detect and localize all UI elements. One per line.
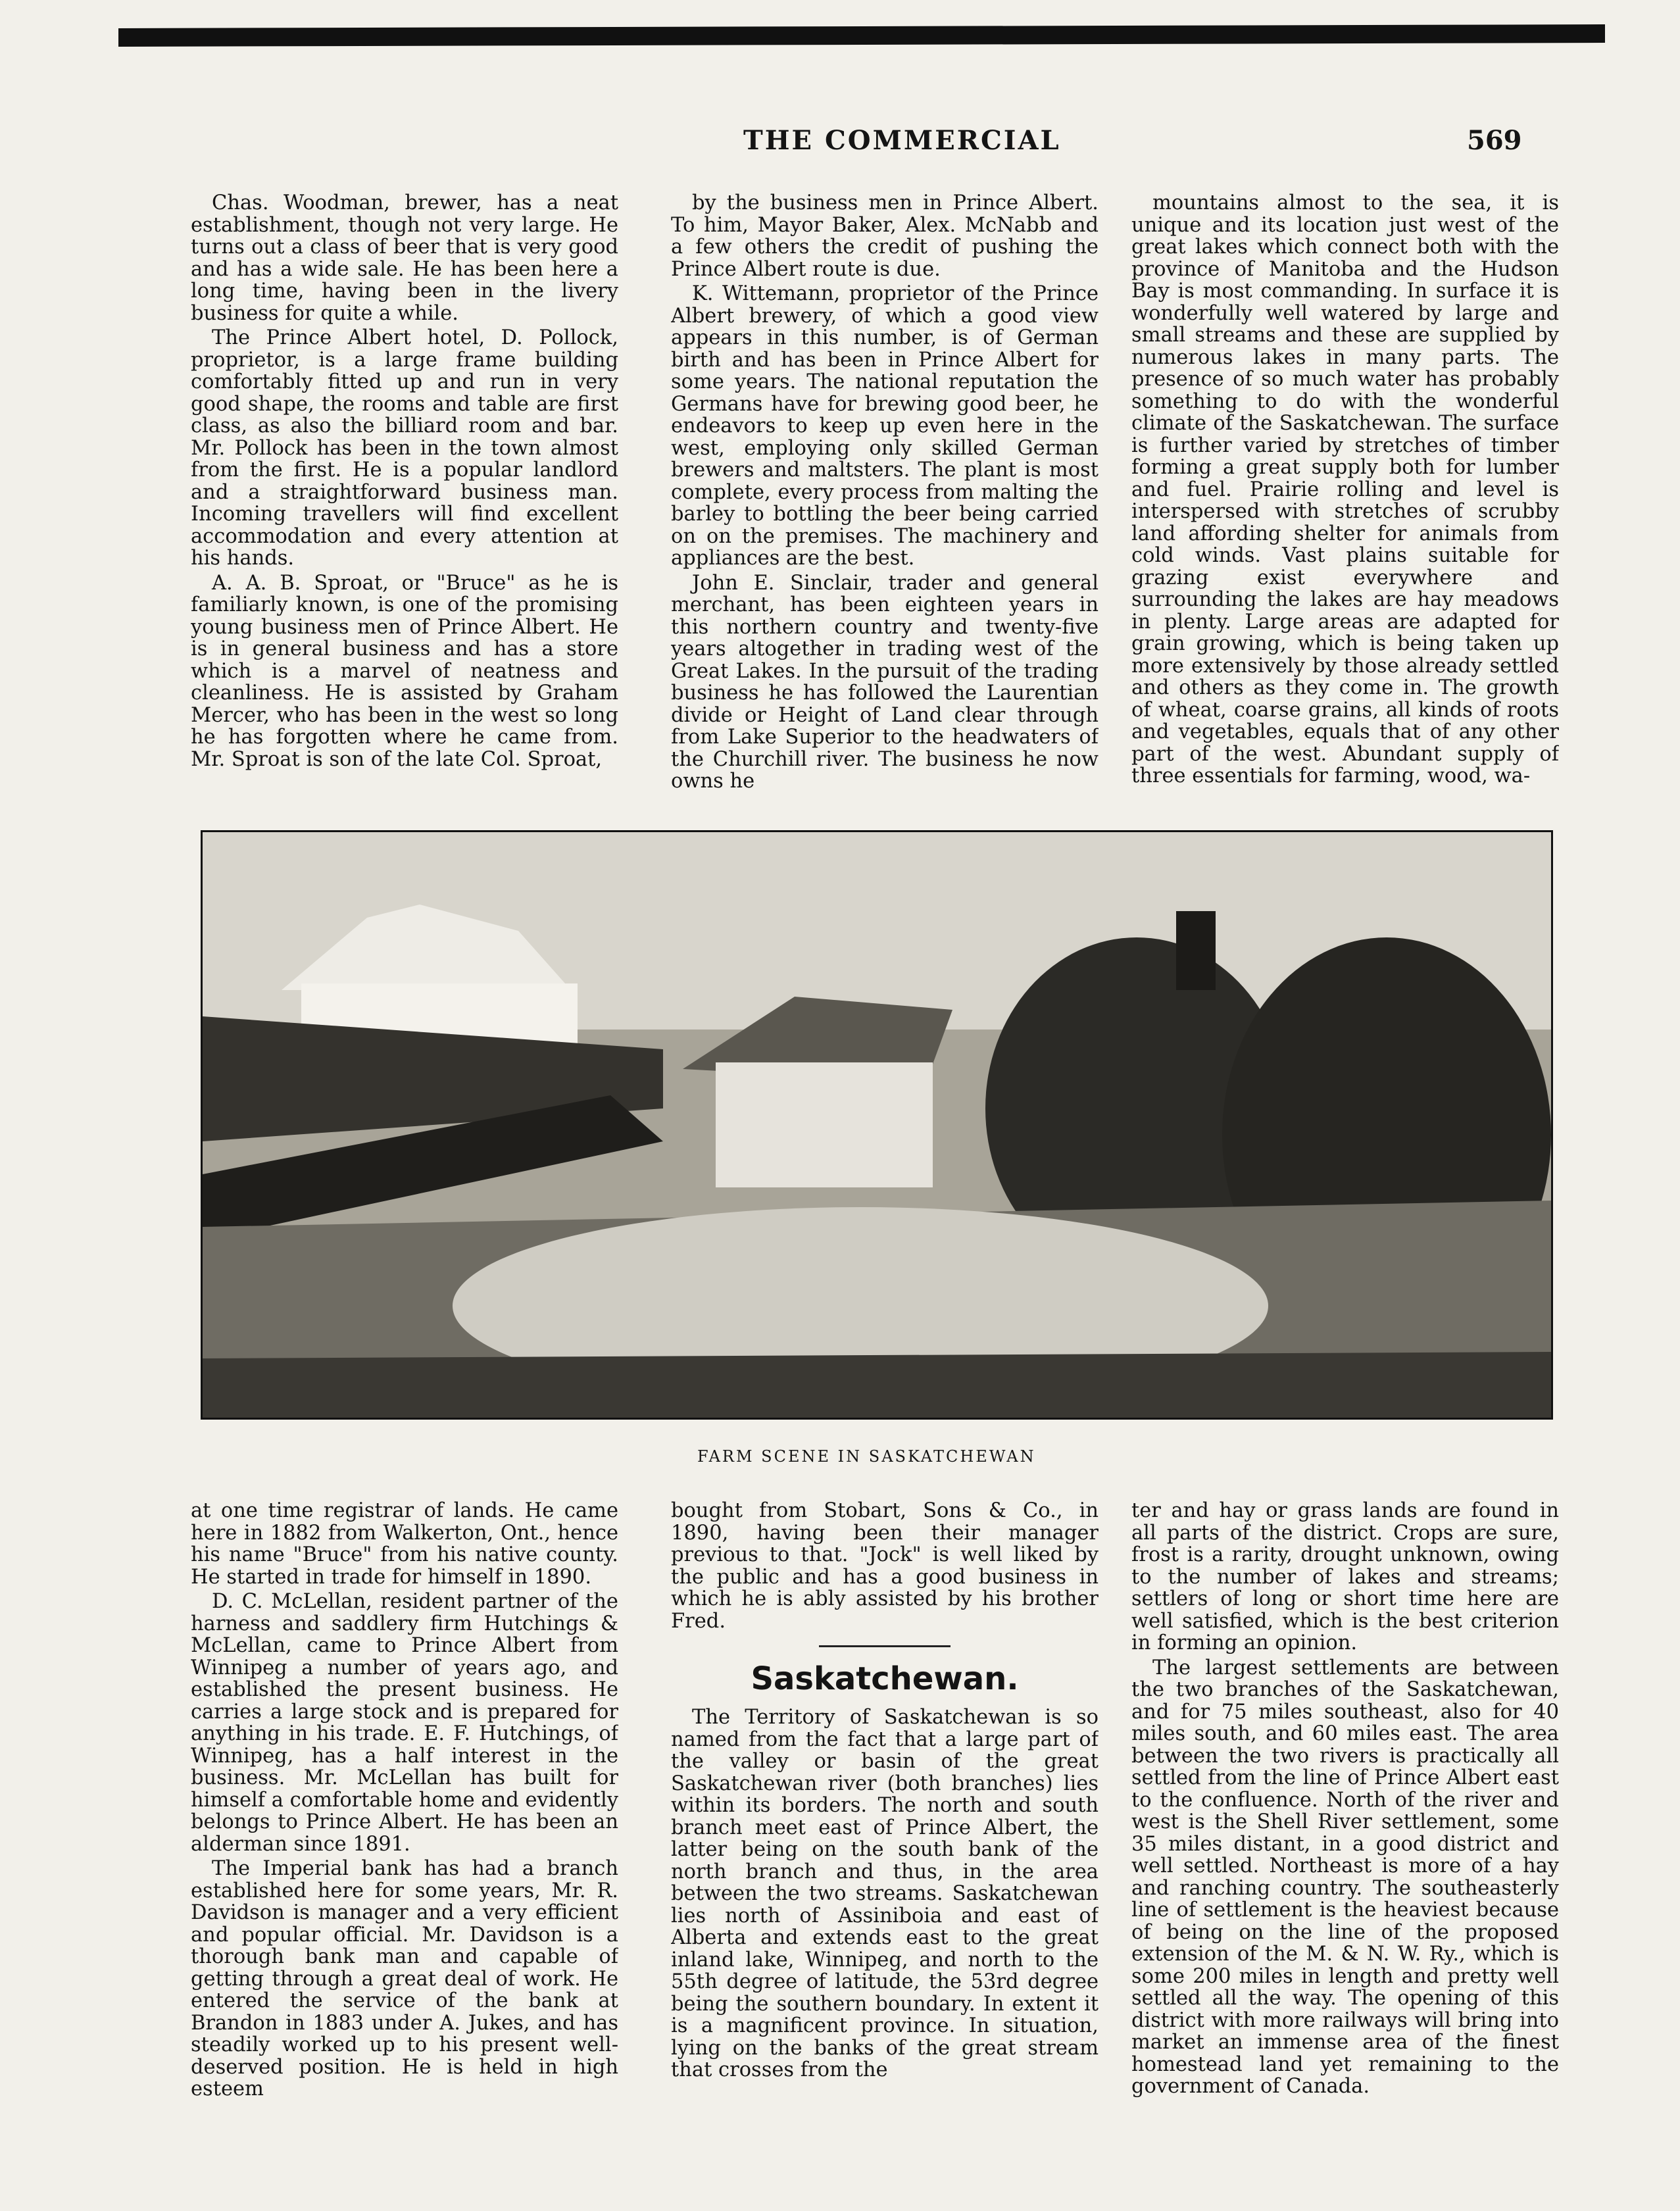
bottom-column-2: [671, 1500, 1099, 2164]
farm-scene-photo: [201, 830, 1553, 1420]
top-rule: [118, 24, 1605, 47]
paragraph: The Territory of Saskatchewan is so named from the fact that a large part of the valley or basin of the great Saskatchewan river (both branches) lies within its borders. The north and south branch meet east of Prince Albert, the latter being on the south bank of the north branch and thus, in the area between the two streams. Saskatchewan lies north of Assiniboia and east of Alberta and extends east to the great inland lake, Winnipeg, and north to the 55th degree of latitude, the 53rd degree being the southern boundary. In extent it is a magnificent province. In situation, lying on the banks of the great stream that crosses from the: [671, 1706, 1099, 2081]
paragraph: by the business men in Prince Albert. To him, Mayor Baker, Alex. McNabb and a few others the credit of pushing the Prince Albert route is due.: [671, 192, 1099, 281]
paragraph: John E. Sinclair, trader and general merchant, has been eighteen years in this northern country and twenty-five years altogether in trading west of the Great Lakes. In the pursuit of the trading business he has followed the Laurentian divide or Height of Land clear through from Lake Superior to the headwaters of the Churchill river. The business he now owns he: [671, 571, 1099, 793]
paragraph: mountains almost to the sea, it is unique and its location just west of the great lakes which connect both with the province of Manitoba and the Hudson Bay is most commanding. In surface it is wonderfully well watered by large and small streams and these are supplied by numerous lakes in many parts. The presence of so much water has probably something to do with the wonderful climate of the Saskatchewan. The surface is further varied by stretches of timber forming a great supply both for lumber and fuel. Prairie rolling and level is interspersed with stretches of scrubby land affording shelter for animals from cold winds. Vast plains suitable for grazing exist everywhere and surrounding the lakes are hay meadows in plenty. Large areas are adapted for grain growing, which is being taken up more extensively by those already settled and others as they come in. The growth of wheat, coarse grains, all kinds of roots and vegetables, equals that of any other part of the west. Abundant supply of three essentials for farming, wood, wa-: [1131, 192, 1559, 787]
paragraph: bought from Stobart, Sons & Co., in 1890, having been their manager previous to that. "Jock" is well liked by the public and has a good business in which he is ably assisted by his brother Fred.: [671, 1500, 1099, 1633]
paragraph: at one time registrar of lands. He came here in 1882 from Walkerton, Ont., hence his name "Bruce" from his native county. He started in trade for himself in 1890.: [191, 1500, 618, 1589]
bottom-column-3: [1131, 1500, 1559, 2164]
figure-caption: FARM SCENE IN SASKATCHEWAN: [697, 1447, 1036, 1466]
paragraph: The Imperial bank has had a branch established here for some years, Mr. R. Davidson is manager and a very efficient and popular official. Mr. Davidson is a thorough bank man and capable of getting through a great deal of work. He entered the service of the bank at Brandon in 1883 under A. Jukes, and has steadily worked up to his present well-deserved position. He is held in high esteem: [191, 1857, 618, 2100]
bottom-column-1: [191, 1500, 618, 2164]
top-column-1: [191, 192, 618, 804]
page-number: 569: [1467, 125, 1522, 156]
top-column-2: [671, 192, 1099, 804]
paragraph: The Prince Albert hotel, D. Pollock, proprietor, is a large frame building comfortably fitted up and run in very good shape, the rooms and table are first class, as also the billiard room and bar. Mr. Pollock has been in the town almost from the first. He is a popular landlord and a straightforward business man. Incoming travellers will find excellent accommodation and every attention at his hands.: [191, 326, 618, 570]
paragraph: The largest settlements are between the two branches of the Saskatchewan, and for 75 miles southeast, also for 40 miles south, and 60 miles east. The area between the two rivers is practically all settled from the line of Prince Albert east to the confluence. North of the river and west is the Shell River settlement, some 35 miles distant, in a good district and well settled. Northeast is more of a hay and ranching country. The southeasterly line of settlement is the heaviest because of being on the line of the proposed extension of the M. & N. W. Ry., which is some 200 miles in length and pretty well settled all the way. The opening of this district with more railways will bring into market an immense area of the finest homestead land yet remaining to the government of Canada.: [1131, 1656, 1559, 2098]
top-column-3: [1131, 192, 1559, 804]
paragraph: A. A. B. Sproat, or "Bruce" as he is familiarly known, is one of the promising young business men of Prince Albert. He is in general business and has a store which is a marvel of neatness and cleanliness. He is assisted by Graham Mercer, who has been in the west so long he has forgotten where he came from. Mr. Sproat is son of the late Col. Sproat,: [191, 571, 618, 771]
paragraph: ter and hay or grass lands are found in all parts of the district. Crops are sure, frost is a rarity, drought unknown, owing to the number of lakes and streams; settlers of long or short time here are well satisfied, which is the best criterion in forming an opinion.: [1131, 1500, 1559, 1654]
section-heading: Saskatchewan.: [751, 1660, 1019, 1697]
paragraph: K. Wittemann, proprietor of the Prince Albert brewery, of which a good view appears in this number, is of German birth and has been in Prince Albert for some years. The national reputation the Germans have for brewing good beer, he endeavors to keep up even here in the west, employing only skilled German brewers and maltsters. The plant is most complete, every process from malting the barley to bottling the beer being carried on on the premises. The machinery and appliances are the best.: [671, 282, 1099, 570]
running-title: THE COMMERCIAL: [743, 125, 1061, 156]
section-divider: [819, 1645, 951, 1647]
paragraph: D. C. McLellan, resident partner of the harness and saddlery firm Hutchings & McLellan, came to Prince Albert from Winnipeg a number of years ago, and established the present business. He carries a large stock and is prepared for anything in his trade. E. F. Hutchings, of Winnipeg, has a half interest in the business. Mr. McLellan has built for himself a comfortable home and evidently belongs to Prince Albert. He has been an alderman since 1891.: [191, 1590, 618, 1856]
paragraph: Chas. Woodman, brewer, has a neat establishment, though not very large. He turns out a class of beer that is very good and has a wide sale. He has been here a long time, having been in the livery business for quite a while.: [191, 192, 618, 325]
